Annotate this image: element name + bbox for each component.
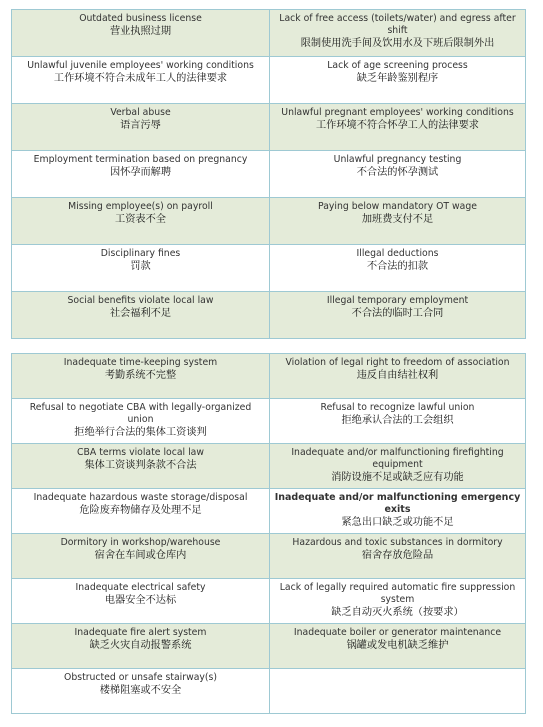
cell-chinese-text: 违反自由结社权利 <box>356 370 439 381</box>
table-cell <box>270 534 525 579</box>
table-cell <box>12 245 270 292</box>
cell-chinese-text: 缺乏火灾自动报警系统 <box>89 640 192 651</box>
cell-chinese-text: 不合法的临时工合同 <box>351 308 444 319</box>
table-cell <box>12 669 270 713</box>
cell-english-text: Inadequate fire alert system <box>74 627 207 638</box>
table-cell <box>12 579 270 624</box>
table-cell <box>270 57 525 104</box>
cell-chinese-text: 语言污辱 <box>120 120 161 131</box>
cell-chinese-text: 危险废弃物储存及处理不足 <box>79 505 202 516</box>
cell-chinese-text: 工作环境不符合未成年工人的法律要求 <box>53 73 228 84</box>
table-cell <box>270 104 525 151</box>
cell-chinese-text: 锅罐或发电机缺乏维护 <box>346 640 449 651</box>
table-cell <box>12 104 270 151</box>
cell-english-text: Unlawful pregnant employees' working conditions <box>281 107 514 118</box>
cell-chinese-text: 工作环境不符合怀孕工人的法律要求 <box>316 120 479 131</box>
table-cell <box>270 354 525 399</box>
table-cell <box>270 444 525 489</box>
table-cell <box>12 10 270 57</box>
cell-chinese-text: 社会福利不足 <box>109 308 172 319</box>
table-cell <box>270 245 525 292</box>
cell-chinese-text: 限制使用洗手间及饮用水及下班后限制外出 <box>300 38 495 49</box>
cell-english-text: Unlawful juvenile employees' working conditions <box>27 60 254 71</box>
cell-english-text: Inadequate and/or malfunctioning emergency exits <box>274 492 521 515</box>
table-cell <box>12 534 270 579</box>
cell-english-text: Hazardous and toxic substances in dormitory <box>292 537 503 548</box>
cell-chinese-text: 宿舍存放危险品 <box>361 550 434 561</box>
cell-chinese-text: 不合法的扣款 <box>366 261 429 272</box>
cell-chinese-text: 不合法的怀孕测试 <box>356 167 439 178</box>
cell-chinese-text: 缺乏年龄鉴别程序 <box>356 73 439 84</box>
cell-english-text: Lack of free access (toilets/water) and egress after shift <box>279 13 516 36</box>
cell-english-text: Lack of age screening process <box>327 60 468 71</box>
table-cell <box>270 10 525 57</box>
cell-english-text: Missing employee(s) on payroll <box>68 201 213 212</box>
table-cell <box>270 198 525 245</box>
cell-english-text: Verbal abuse <box>110 107 171 118</box>
cell-english-text: Inadequate hazardous waste storage/disposal <box>33 492 248 503</box>
table-cell <box>270 292 525 338</box>
cell-chinese-text: 楼梯阻塞或不安全 <box>99 685 182 696</box>
table-cell <box>12 292 270 338</box>
violations-table-2 <box>11 353 526 714</box>
table-cell <box>270 579 525 624</box>
cell-chinese-text: 考勤系统不完整 <box>104 370 177 381</box>
cell-chinese-text: 拒绝承认合法的工会组织 <box>341 415 454 426</box>
cell-english-text: Illegal deductions <box>356 248 439 259</box>
table-cell <box>12 399 270 444</box>
cell-english-text: CBA terms violate local law <box>77 447 204 458</box>
cell-chinese-text: 拒绝举行合法的集体工资谈判 <box>74 427 207 438</box>
cell-chinese-text: 加班费支付不足 <box>361 214 434 225</box>
cell-english-text: Inadequate and/or malfunctioning firefighting equipment <box>291 447 504 470</box>
table-cell <box>270 624 525 669</box>
cell-english-text: Disciplinary fines <box>100 248 181 259</box>
cell-english-text: Lack of legally required automatic fire suppression system <box>279 582 516 605</box>
table-cell <box>12 354 270 399</box>
table-cell <box>12 151 270 198</box>
cell-english-text: Illegal temporary employment <box>326 295 469 306</box>
cell-chinese-text: 电器安全不达标 <box>104 595 177 606</box>
cell-english-text: Inadequate time-keeping system <box>63 357 218 368</box>
cell-english-text: Dormitory in workshop/warehouse <box>60 537 221 548</box>
table-cell <box>12 198 270 245</box>
violations-table-1 <box>11 9 526 339</box>
cell-english-text: Social benefits violate local law <box>67 295 214 306</box>
cell-chinese-text: 宿舍在车间或仓库内 <box>94 550 187 561</box>
cell-english-text: Inadequate boiler or generator maintenance <box>293 627 502 638</box>
cell-english-text: Inadequate electrical safety <box>75 582 206 593</box>
cell-english-text: Obstructed or unsafe stairway(s) <box>64 672 217 683</box>
table-cell <box>270 489 525 534</box>
cell-english-text: Refusal to negotiate CBA with legally-organized union <box>29 402 252 425</box>
cell-english-text: Employment termination based on pregnancy <box>33 154 248 165</box>
table-cell <box>270 151 525 198</box>
cell-chinese-text: 缺乏自动灭火系统（按要求） <box>331 607 464 618</box>
table-cell <box>12 489 270 534</box>
cell-english-text: Paying below mandatory OT wage <box>318 201 477 212</box>
cell-english-text: Refusal to recognize lawful union <box>320 402 475 413</box>
cell-english-text: Outdated business license <box>79 13 202 24</box>
cell-chinese-text: 紧急出口缺乏或功能不足 <box>341 517 454 528</box>
cell-chinese-text: 消防设施不足或缺乏应有功能 <box>331 472 464 483</box>
table-cell <box>270 669 525 713</box>
cell-chinese-text: 因怀孕而解聘 <box>109 167 172 178</box>
cell-chinese-text: 工资表不全 <box>115 214 166 225</box>
cell-english-text: Unlawful pregnancy testing <box>333 154 462 165</box>
table-cell <box>12 444 270 489</box>
cell-english-text: Violation of legal right to freedom of association <box>285 357 510 368</box>
table-cell <box>270 399 525 444</box>
cell-chinese-text: 营业执照过期 <box>109 26 172 37</box>
table-cell <box>12 624 270 669</box>
cell-chinese-text: 罚款 <box>130 261 151 272</box>
table-cell <box>12 57 270 104</box>
cell-chinese-text: 集体工资谈判条款不合法 <box>84 460 197 471</box>
